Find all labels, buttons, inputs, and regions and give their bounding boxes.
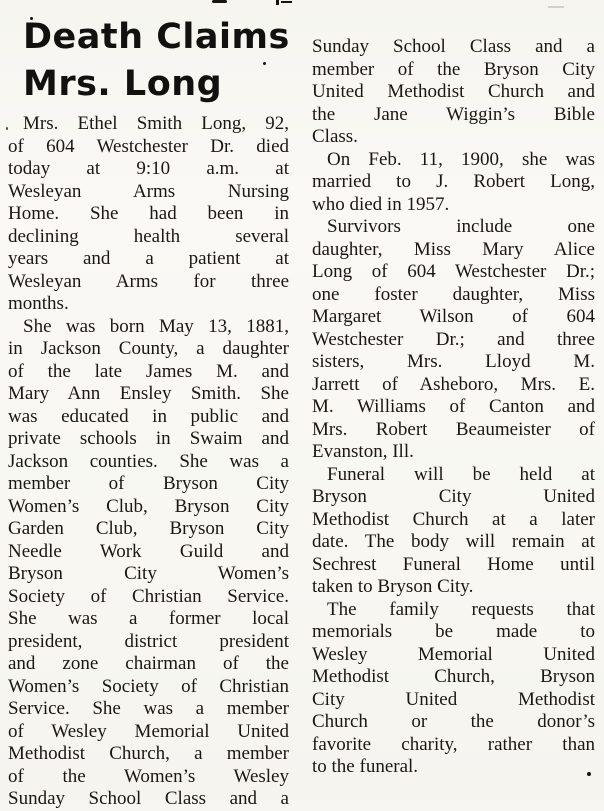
text-line: Church or the donor’s [312, 711, 595, 732]
text-line: declining health several [8, 225, 289, 247]
text-line: the Jane Wiggin’s Bible [312, 103, 595, 125]
text-line: private schools in Swaim and [8, 428, 289, 449]
text-line: Funeral will be held at [327, 463, 595, 485]
text-line: Mrs. Robert Beaumeister of [312, 418, 595, 440]
text-line: Society of Christian Service. [8, 585, 289, 607]
text-line: of 604 Westchester Dr. died [8, 135, 289, 157]
text-line: Long of 604 Westchester Dr.; [312, 261, 595, 282]
scan-smudge [548, 6, 564, 8]
text-line: Survivors include one [327, 216, 595, 237]
text-line: The family requests that [327, 598, 595, 620]
text-line: in Jackson County, a daughter [8, 338, 289, 359]
text-line: Wesleyan Arms Nursing [8, 180, 289, 202]
text-line: Service. She was a member [8, 698, 289, 719]
text-line: Margaret Wilson of 604 [312, 306, 595, 327]
text-line: who died in 1957. [312, 193, 450, 215]
left-column [8, 14, 290, 809]
article-headline [8, 14, 289, 108]
text-line: Jackson counties. She was a [8, 450, 289, 472]
text-line: and zone chairman of the [8, 653, 289, 674]
text-line: Bryson City Women’s [8, 563, 289, 584]
text-line: of Wesley Memorial United [8, 720, 289, 742]
left-column-text [8, 113, 289, 809]
text-line: of the Women’s Wesley [8, 765, 289, 787]
headline-line-1: Death Claims [23, 17, 290, 57]
text-line: Evanston, Ill. [312, 441, 414, 462]
text-line: She was born May 13, 1881, [23, 315, 289, 337]
text-line: Mary Ann Ensley Smith. She [8, 383, 289, 404]
text-line: Sunday School Class and a [312, 36, 595, 57]
right-column [312, 36, 595, 779]
text-line: Women’s Club, Bryson City [8, 495, 289, 517]
text-line: Wesley Memorial United [312, 643, 595, 665]
clipped-text-artifact [212, 0, 227, 3]
text-line: was educated in public and [8, 405, 289, 427]
text-line: On Feb. 11, 1900, she was [327, 148, 595, 170]
text-line: sisters, Mrs. Lloyd M. [312, 351, 595, 372]
text-line: one foster daughter, Miss [312, 283, 595, 305]
text-line: months. [8, 293, 69, 314]
text-line: Methodist Church, a member [8, 743, 289, 764]
text-line: Mrs. Ethel Smith Long, 92, [23, 113, 289, 134]
text-line: City United Methodist [312, 688, 595, 710]
text-line: Wesleyan Arms for three [8, 270, 289, 292]
text-line: Garden Club, Bryson City [8, 518, 289, 539]
text-line: Home. She had been in [8, 203, 289, 224]
text-line: Westchester Dr.; and three [312, 328, 595, 350]
text-line: president, district president [8, 630, 289, 652]
text-line: Jarrett of Asheboro, Mrs. E. [312, 373, 595, 395]
text-line: United Methodist Church and [312, 81, 595, 102]
headline-line-2: Mrs. Long [23, 64, 223, 104]
text-line: member of the Bryson City [312, 58, 595, 80]
text-line: taken to Bryson City. [312, 576, 474, 597]
clipped-text-artifact [281, 1, 292, 3]
text-line: Class. [312, 126, 358, 147]
text-line: Methodist Church at a later [312, 508, 595, 530]
text-line: to the funeral. [312, 756, 419, 777]
clipped-text-artifact [276, 0, 279, 5]
text-line: Sechrest Funeral Home until [312, 553, 595, 575]
text-line: daughter, Miss Mary Alice [312, 238, 595, 260]
text-line: years and a patient at [8, 248, 289, 269]
text-line: married to J. Robert Long, [312, 171, 595, 192]
text-line: Women’s Society of Christian [8, 675, 289, 697]
right-column-text [312, 36, 595, 779]
text-line: Needle Work Guild and [8, 540, 289, 562]
clipped-text-line: Sunday School Class and a [8, 788, 289, 809]
text-line: member of Bryson City [8, 473, 289, 494]
text-line: Methodist Church, Bryson [312, 666, 595, 687]
text-line: memorials be made to [312, 621, 595, 642]
text-line: She was a former local [8, 608, 289, 629]
text-line: M. Williams of Canton and [312, 396, 595, 417]
text-line: favorite charity, rather than [312, 733, 595, 755]
text-line: of the late James M. and [8, 360, 289, 382]
text-line: date. The body will remain at [312, 531, 595, 552]
text-line: today at 9:10 a.m. at [8, 158, 289, 179]
text-line: Bryson City United [312, 486, 595, 507]
